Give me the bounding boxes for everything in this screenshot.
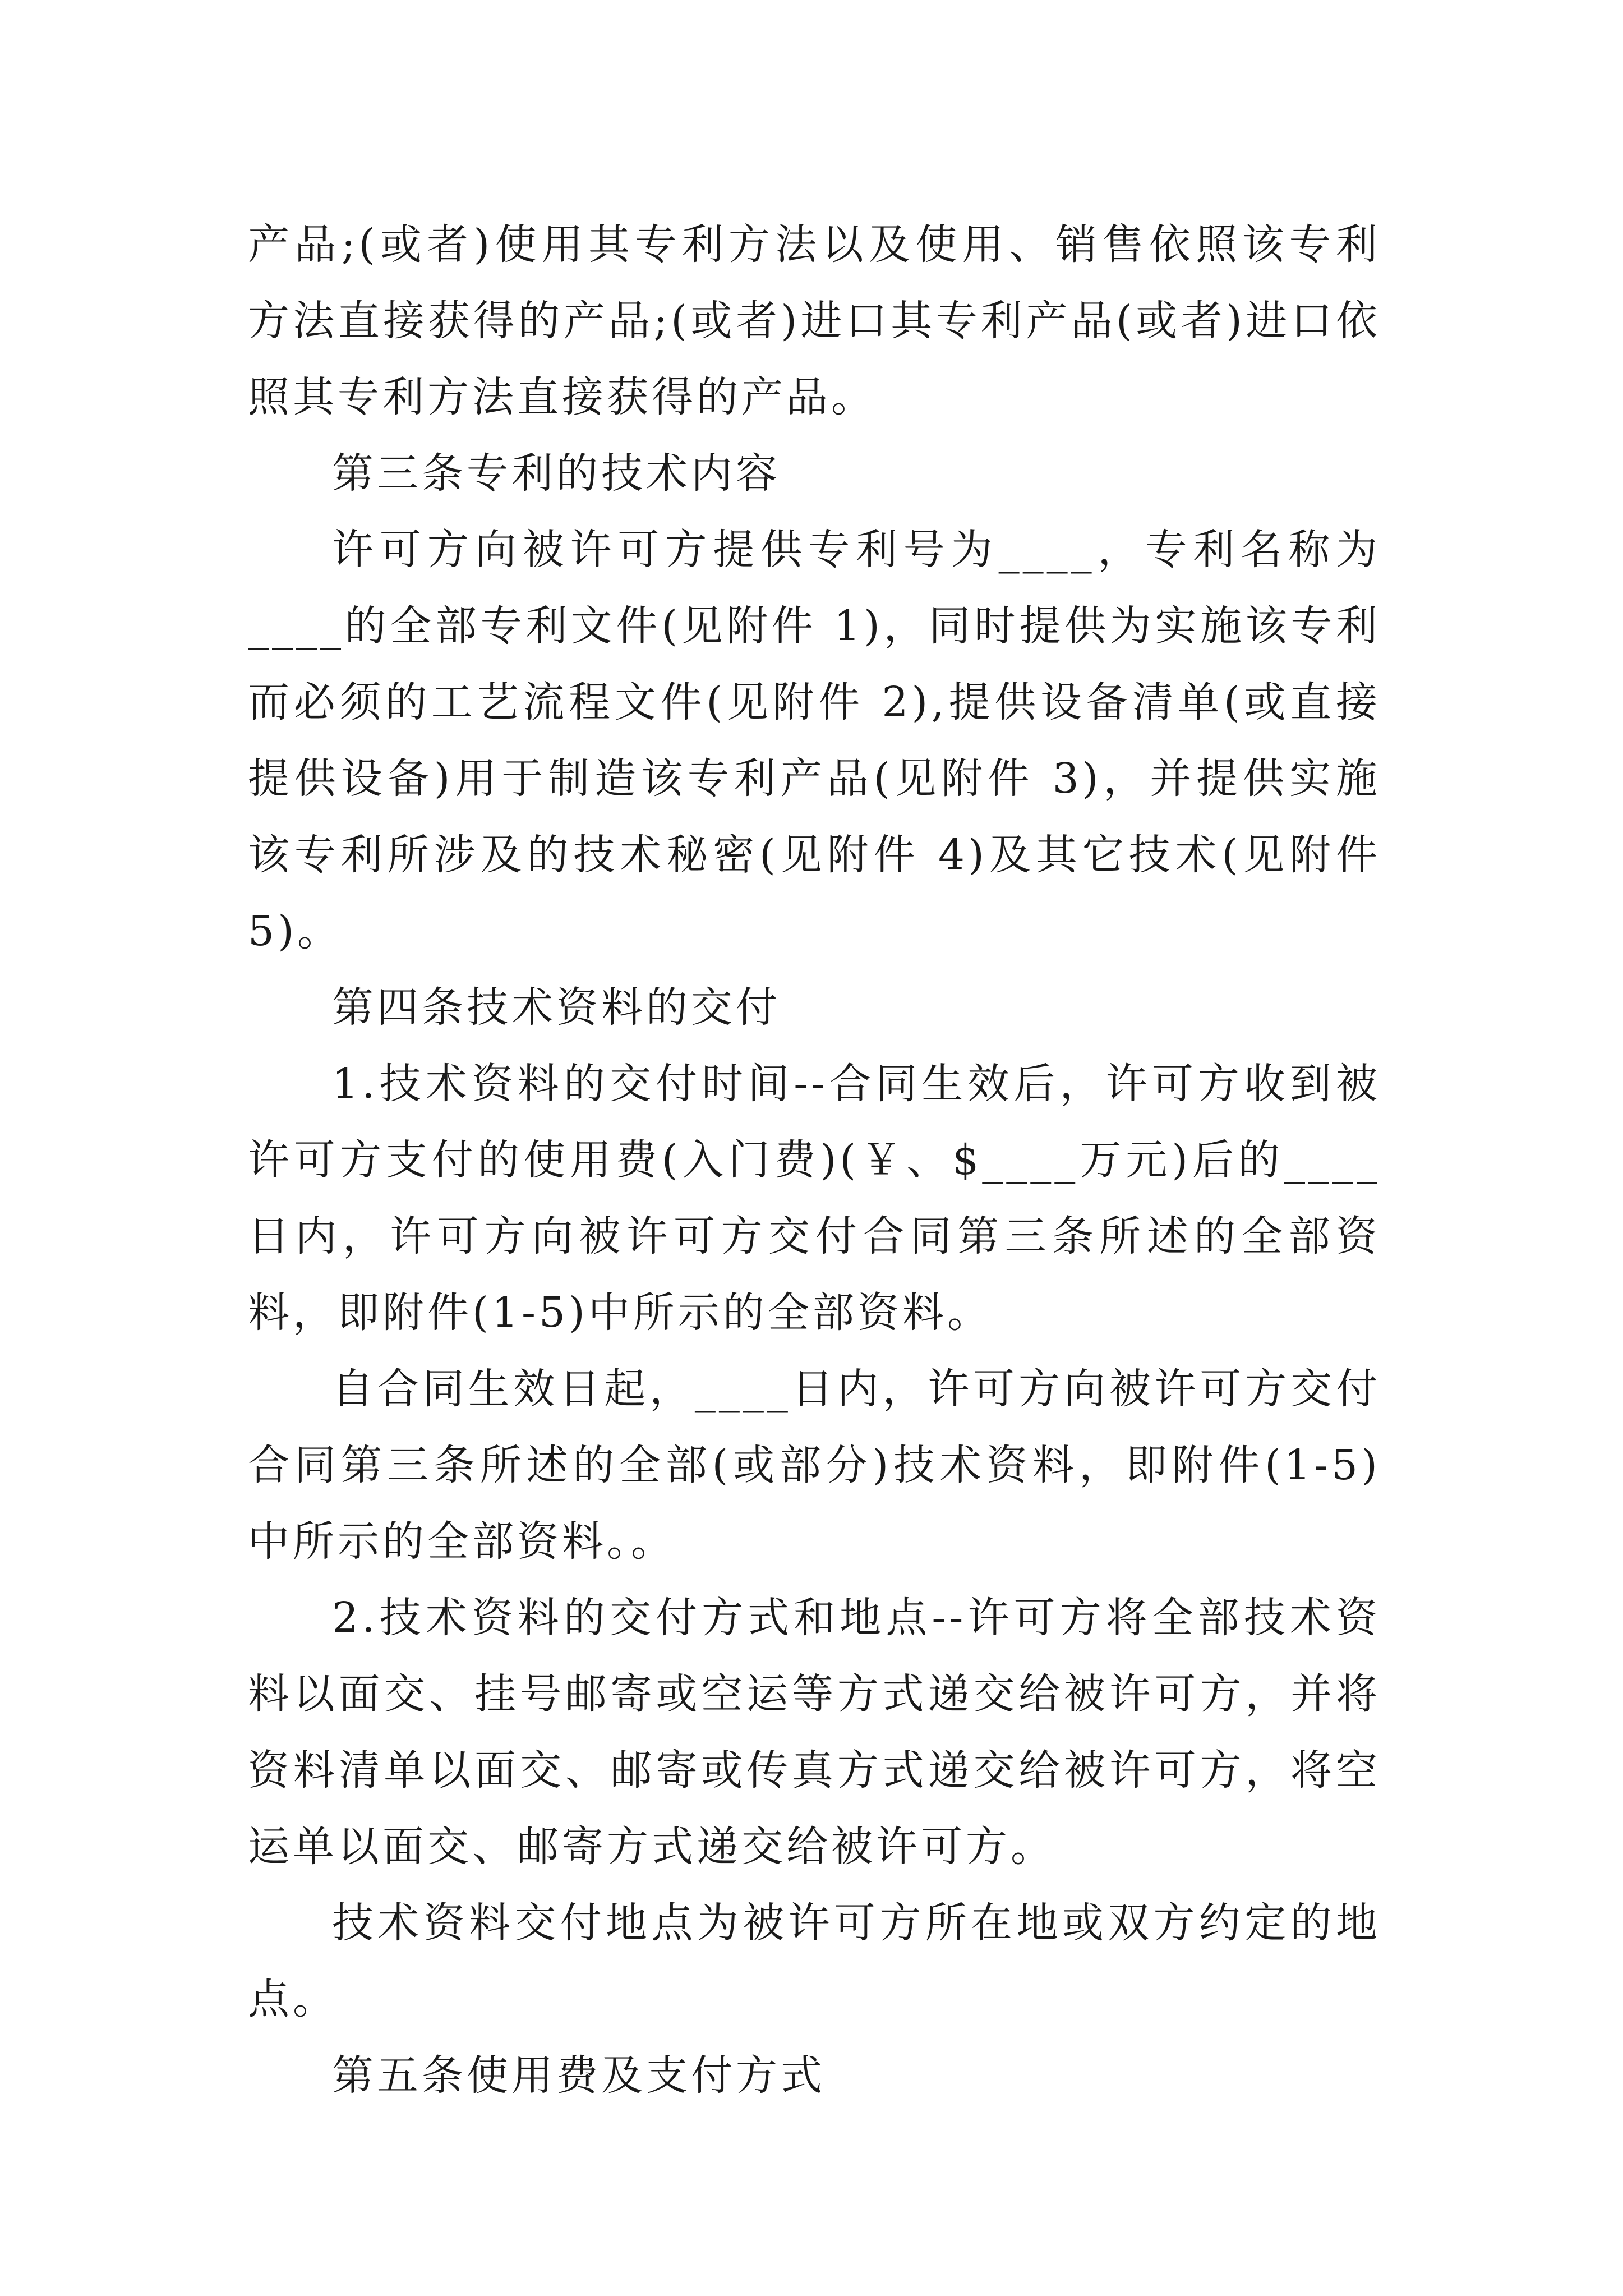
paragraph-product-scope: 产品;(或者)使用其专利方法以及使用、销售依照该专利方法直接获得的产品;(或者)进口其专利产品(或者)进口依照其专利方法直接获得的产品。 <box>248 220 1381 421</box>
document-body <box>248 206 1381 2114</box>
paragraph-delivery-time: 1.技术资料的交付时间--合同生效后，许可方收到被许可方支付的使用费(入门费)(￥、$____万元)后的____日内，许可方向被许可方交付合同第三条所述的全部资料，即附件(1-5)中所示的全部资料。 <box>248 1060 1381 1337</box>
paragraph-delivery-location: 技术资料交付地点为被许可方所在地或双方约定的地点。 <box>248 1899 1381 2023</box>
heading-article-3: 第三条专利的技术内容 <box>332 449 781 498</box>
heading-article-4: 第四条技术资料的交付 <box>332 983 781 1032</box>
paragraph-delivery-from-effective-date: 自合同生效日起，____日内，许可方向被许可方交付合同第三条所述的全部(或部分)技术资料，即附件(1-5)中所示的全部资料。。 <box>248 1365 1381 1566</box>
paragraph-delivery-method: 2.技术资料的交付方式和地点--许可方将全部技术资料以面交、挂号邮寄或空运等方式递交给被许可方，并将资料清单以面交、邮寄或传真方式递交给被许可方，将空运单以面交、邮寄方式递交给被许可方。 <box>248 1594 1381 1871</box>
heading-article-5: 第五条使用费及支付方式 <box>332 2051 826 2100</box>
paragraph-patent-content: 许可方向被许可方提供专利号为____，专利名称为____的全部专利文件(见附件 1)，同时提供为实施该专利而必须的工艺流程文件(见附件 2),提供设备清单(或直接提供设备)用于制造该专利产品(见附件 3)，并提供实施该专利所涉及的技术秘密(见附件 4)及其它技术(见附件 5)。 <box>248 526 1381 955</box>
